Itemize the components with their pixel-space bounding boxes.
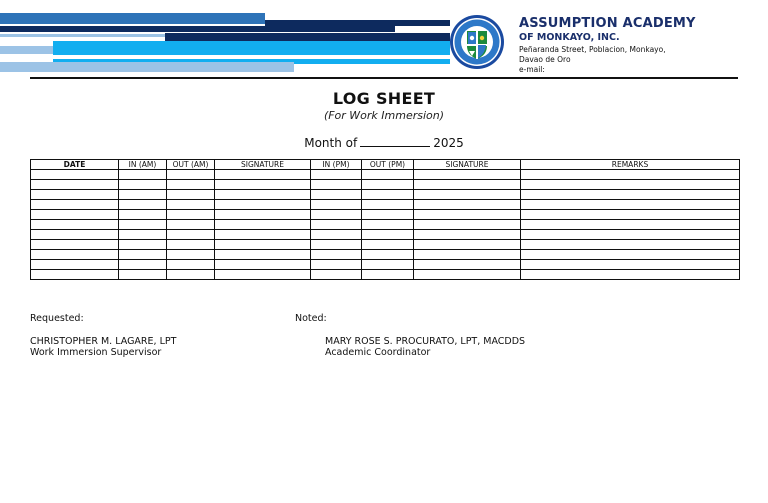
log-table-header-row <box>31 160 740 170</box>
log-table-body <box>31 170 740 280</box>
log-table-cell[interactable] <box>362 250 414 260</box>
noted-by-title: Academic Coordinator <box>325 347 431 358</box>
year-text: 2025 <box>433 136 464 150</box>
log-table-row <box>31 250 740 260</box>
header-stripe-1 <box>0 13 265 24</box>
noted-by-name: MARY ROSE S. PROCURATO, LPT, MACDDS <box>325 336 526 347</box>
log-table-cell[interactable] <box>215 170 311 180</box>
log-table-cell[interactable] <box>31 250 119 260</box>
document-subtitle: (For Work Immersion) <box>323 109 445 122</box>
log-table-cell[interactable] <box>311 190 362 200</box>
log-table-cell[interactable] <box>31 270 119 280</box>
school-subtitle: OF MONKAYO, INC. <box>519 32 620 43</box>
log-table-cell[interactable] <box>119 180 167 190</box>
log-table-cell[interactable] <box>521 270 740 280</box>
log-table-cell[interactable] <box>215 190 311 200</box>
log-table-cell[interactable] <box>215 270 311 280</box>
log-table-cell[interactable] <box>414 260 521 270</box>
log-table-cell[interactable] <box>311 220 362 230</box>
month-line <box>0 135 768 150</box>
log-table-cell[interactable] <box>119 210 167 220</box>
log-table-cell[interactable] <box>215 210 311 220</box>
school-name: ASSUMPTION ACADEMY <box>519 16 696 31</box>
log-table-cell[interactable] <box>311 170 362 180</box>
log-table-cell[interactable] <box>311 210 362 220</box>
column-header-out-pm: OUT (PM) <box>362 160 414 170</box>
requested-by-name: CHRISTOPHER M. LAGARE, LPT <box>30 336 177 347</box>
log-table-cell[interactable] <box>521 190 740 200</box>
school-email-label: e-mail: <box>519 65 545 74</box>
log-table-cell[interactable] <box>215 200 311 210</box>
log-table-cell[interactable] <box>31 170 119 180</box>
log-table-cell[interactable] <box>215 250 311 260</box>
log-table-cell[interactable] <box>521 250 740 260</box>
log-table-cell[interactable] <box>31 190 119 200</box>
log-table-row <box>31 260 740 270</box>
log-table-cell[interactable] <box>167 180 215 190</box>
log-table-row <box>31 180 740 190</box>
requested-label: Requested: <box>30 313 84 324</box>
log-table-cell[interactable] <box>362 260 414 270</box>
noted-label: Noted: <box>295 313 327 324</box>
log-table-cell[interactable] <box>167 200 215 210</box>
log-table-cell[interactable] <box>414 270 521 280</box>
log-table-cell[interactable] <box>521 170 740 180</box>
log-table-cell[interactable] <box>167 250 215 260</box>
log-table-cell[interactable] <box>414 190 521 200</box>
log-table-cell[interactable] <box>167 170 215 180</box>
log-table-cell[interactable] <box>362 190 414 200</box>
log-table-cell[interactable] <box>362 200 414 210</box>
log-table-row <box>31 220 740 230</box>
log-table-cell[interactable] <box>311 200 362 210</box>
log-table-cell[interactable] <box>119 220 167 230</box>
log-table-cell[interactable] <box>215 180 311 190</box>
header-stripe-3 <box>0 26 395 32</box>
log-table-cell[interactable] <box>167 190 215 200</box>
school-address-line-1: Peñaranda Street, Poblacion, Monkayo, <box>519 45 666 54</box>
log-table-cell[interactable] <box>31 220 119 230</box>
log-table-cell[interactable] <box>31 230 119 240</box>
log-table-cell[interactable] <box>311 250 362 260</box>
log-table-cell[interactable] <box>119 170 167 180</box>
school-address-line-2: Davao de Oro <box>519 55 571 64</box>
column-header-signature-am: SIGNATURE <box>215 160 311 170</box>
log-table-cell[interactable] <box>521 240 740 250</box>
log-table-cell[interactable] <box>362 220 414 230</box>
log-table-row <box>31 170 740 180</box>
log-table-cell[interactable] <box>311 240 362 250</box>
header-stripe-5 <box>165 33 450 41</box>
school-seal-logo <box>449 14 505 70</box>
log-table-cell[interactable] <box>119 190 167 200</box>
column-header-out-am: OUT (AM) <box>167 160 215 170</box>
document-title: LOG SHEET <box>332 89 436 108</box>
log-table-cell[interactable] <box>167 260 215 270</box>
log-table-cell[interactable] <box>362 210 414 220</box>
log-table-cell[interactable] <box>167 230 215 240</box>
log-table <box>30 159 740 280</box>
log-table-cell[interactable] <box>521 220 740 230</box>
log-table-cell[interactable] <box>362 230 414 240</box>
column-header-signature-pm: SIGNATURE <box>414 160 521 170</box>
log-table-cell[interactable] <box>119 230 167 240</box>
log-table-cell[interactable] <box>311 180 362 190</box>
log-table-cell[interactable] <box>311 230 362 240</box>
log-table-cell[interactable] <box>119 240 167 250</box>
log-table-cell[interactable] <box>215 230 311 240</box>
log-table-cell[interactable] <box>521 210 740 220</box>
column-header-in-am: IN (AM) <box>119 160 167 170</box>
log-table-cell[interactable] <box>362 170 414 180</box>
log-table-cell[interactable] <box>119 200 167 210</box>
log-table-cell[interactable] <box>119 260 167 270</box>
log-table-cell[interactable] <box>215 260 311 270</box>
log-table-cell[interactable] <box>414 180 521 190</box>
log-table-cell[interactable] <box>31 240 119 250</box>
header-stripe-6 <box>0 46 53 54</box>
month-blank-field[interactable] <box>360 135 430 147</box>
log-table-row <box>31 190 740 200</box>
log-table-row <box>31 210 740 220</box>
log-table-cell[interactable] <box>167 270 215 280</box>
column-header-in-pm: IN (PM) <box>311 160 362 170</box>
log-table-cell[interactable] <box>311 260 362 270</box>
log-table-cell[interactable] <box>521 260 740 270</box>
log-table-cell[interactable] <box>414 200 521 210</box>
log-table-cell[interactable] <box>167 240 215 250</box>
log-table-row <box>31 240 740 250</box>
log-table-cell[interactable] <box>119 270 167 280</box>
log-table-cell[interactable] <box>414 170 521 180</box>
log-table-cell[interactable] <box>215 220 311 230</box>
log-table-cell[interactable] <box>31 200 119 210</box>
log-table-cell[interactable] <box>31 260 119 270</box>
log-table-cell[interactable] <box>414 250 521 260</box>
log-table-cell[interactable] <box>167 210 215 220</box>
month-label: Month of <box>304 136 358 150</box>
log-table-cell[interactable] <box>414 230 521 240</box>
header-divider <box>30 77 738 79</box>
column-header-date: DATE <box>31 160 119 170</box>
log-table-cell[interactable] <box>521 200 740 210</box>
log-table-row <box>31 200 740 210</box>
column-header-remarks: REMARKS <box>521 160 740 170</box>
log-table-cell[interactable] <box>521 180 740 190</box>
log-table-cell[interactable] <box>414 240 521 250</box>
header-stripe-9 <box>0 62 294 72</box>
school-info <box>519 16 697 75</box>
log-table-cell[interactable] <box>167 220 215 230</box>
log-table-cell[interactable] <box>414 210 521 220</box>
requested-by-title: Work Immersion Supervisor <box>30 347 162 358</box>
log-table-cell[interactable] <box>31 180 119 190</box>
log-table-cell[interactable] <box>521 230 740 240</box>
log-table-cell[interactable] <box>215 240 311 250</box>
log-table-cell[interactable] <box>362 180 414 190</box>
log-table-cell[interactable] <box>119 250 167 260</box>
log-table-row <box>31 270 740 280</box>
log-table-cell[interactable] <box>362 240 414 250</box>
header-stripe-7 <box>53 41 450 55</box>
log-table-cell[interactable] <box>31 210 119 220</box>
log-table-cell[interactable] <box>311 270 362 280</box>
log-table-cell[interactable] <box>414 220 521 230</box>
header-stripe-4 <box>0 34 165 37</box>
log-table-row <box>31 230 740 240</box>
log-table-cell[interactable] <box>362 270 414 280</box>
